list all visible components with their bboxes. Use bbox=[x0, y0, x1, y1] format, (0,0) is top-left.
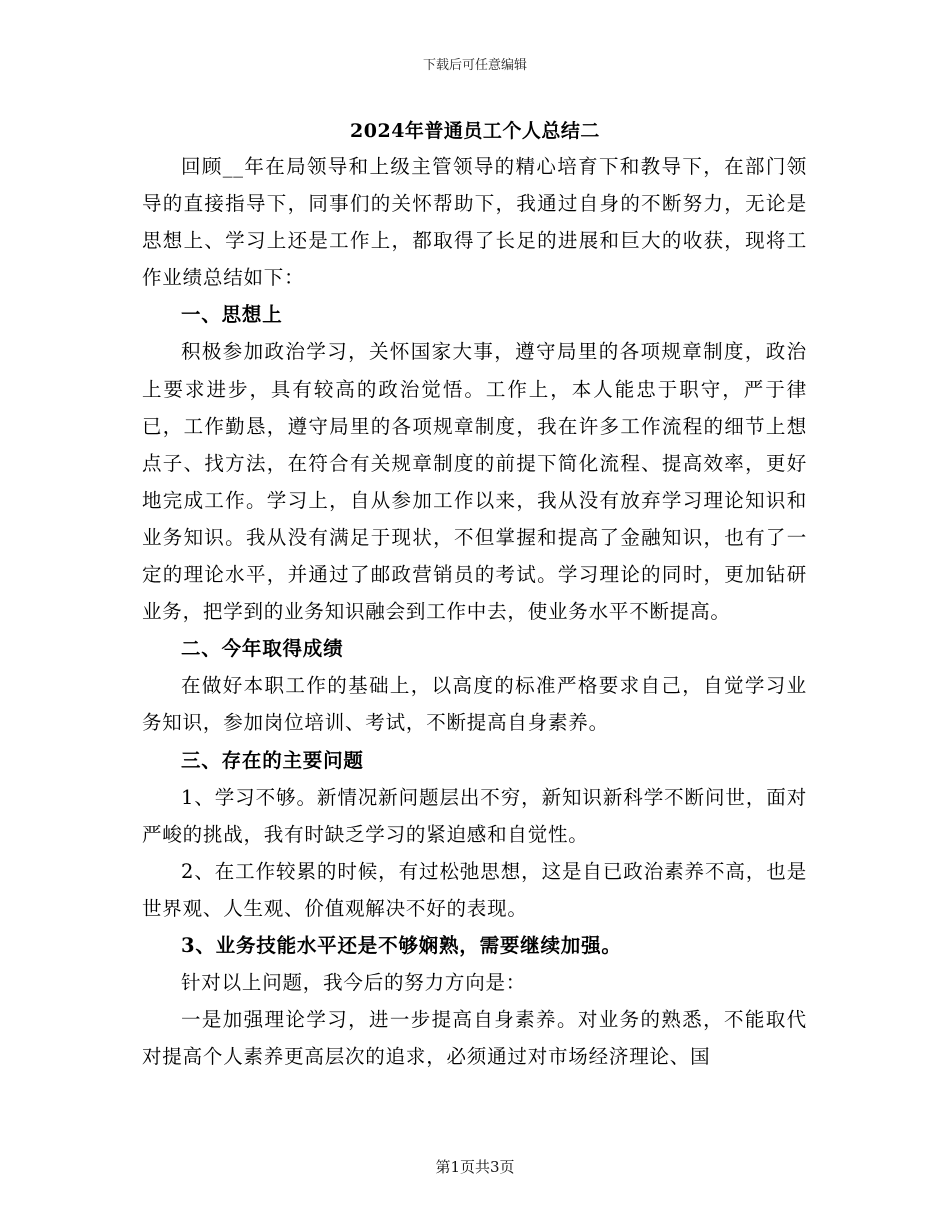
paragraph-intro: 回顾__年在局领导和上级主管领导的精心培育下和教导下，在部门领导的直接指导下，同事们的关怀帮助下，我通过自身的不断努力，无论是思想上、学习上还是工作上，都取得了长足的进展和巨大的收获，现将工作业绩总结如下： bbox=[142, 155, 807, 290]
section-heading-achievements: 二、今年取得成绩 bbox=[181, 637, 344, 661]
header-note: 下载后可任意编辑 bbox=[422, 58, 527, 73]
section-heading-thought: 一、思想上 bbox=[181, 303, 283, 327]
document-body bbox=[142, 148, 807, 1075]
paragraph-problem-2: 2、在工作较累的时候，有过松弛思想，这是自已政治素养不高，也是世界观、人生观、价值观解决不好的表现。 bbox=[142, 859, 807, 920]
paragraph-direction-intro: 针对以上问题，我今后的努力方向是： bbox=[181, 971, 527, 995]
paragraph-thought: 积极参加政治学习，关怀国家大事，遵守局里的各项规章制度，政治上要求进步，具有较高的政治觉悟。工作上，本人能忠于职守，严于律已，工作勤恳，遵守局里的各项规章制度，我在许多工作流程的细节上想点子、找方法，在符合有关规章制度的前提下简化流程、提高效率，更好地完成工作。学习上，自从参加工作以来，我从没有放弃学习理论知识和业务知识。我从没有满足于现状，不但掌握和提高了金融知识，也有了一定的理论水平，并通过了邮政营销员的考试。学习理论的同时，更加钻研业务，把学到的业务知识融会到工作中去，使业务水平不断提高。 bbox=[142, 340, 807, 624]
section-heading-problems: 三、存在的主要问题 bbox=[181, 748, 364, 772]
paragraph-direction-1: 一是加强理论学习，进一步提高自身素养。对业务的熟悉，不能取代对提高个人素养更高层次的追求，必须通过对市场经济理论、国 bbox=[142, 1008, 807, 1069]
page-indicator: 第1页共3页 bbox=[435, 1158, 515, 1176]
paragraph-problem-3: 3、业务技能水平还是不够娴熟，需要继续加强。 bbox=[181, 933, 622, 957]
paragraph-problem-1: 1、学习不够。新情况新问题层出不穷，新知识新科学不断问世，面对严峻的挑战，我有时缺乏学习的紧迫感和自觉性。 bbox=[142, 785, 807, 846]
paragraph-achievements: 在做好本职工作的基础上，以高度的标准严格要求自己，自觉学习业务知识，参加岗位培训、考试，不断提高自身素养。 bbox=[142, 674, 807, 735]
document-title: 2024年普通员工个人总结二 bbox=[350, 120, 600, 142]
